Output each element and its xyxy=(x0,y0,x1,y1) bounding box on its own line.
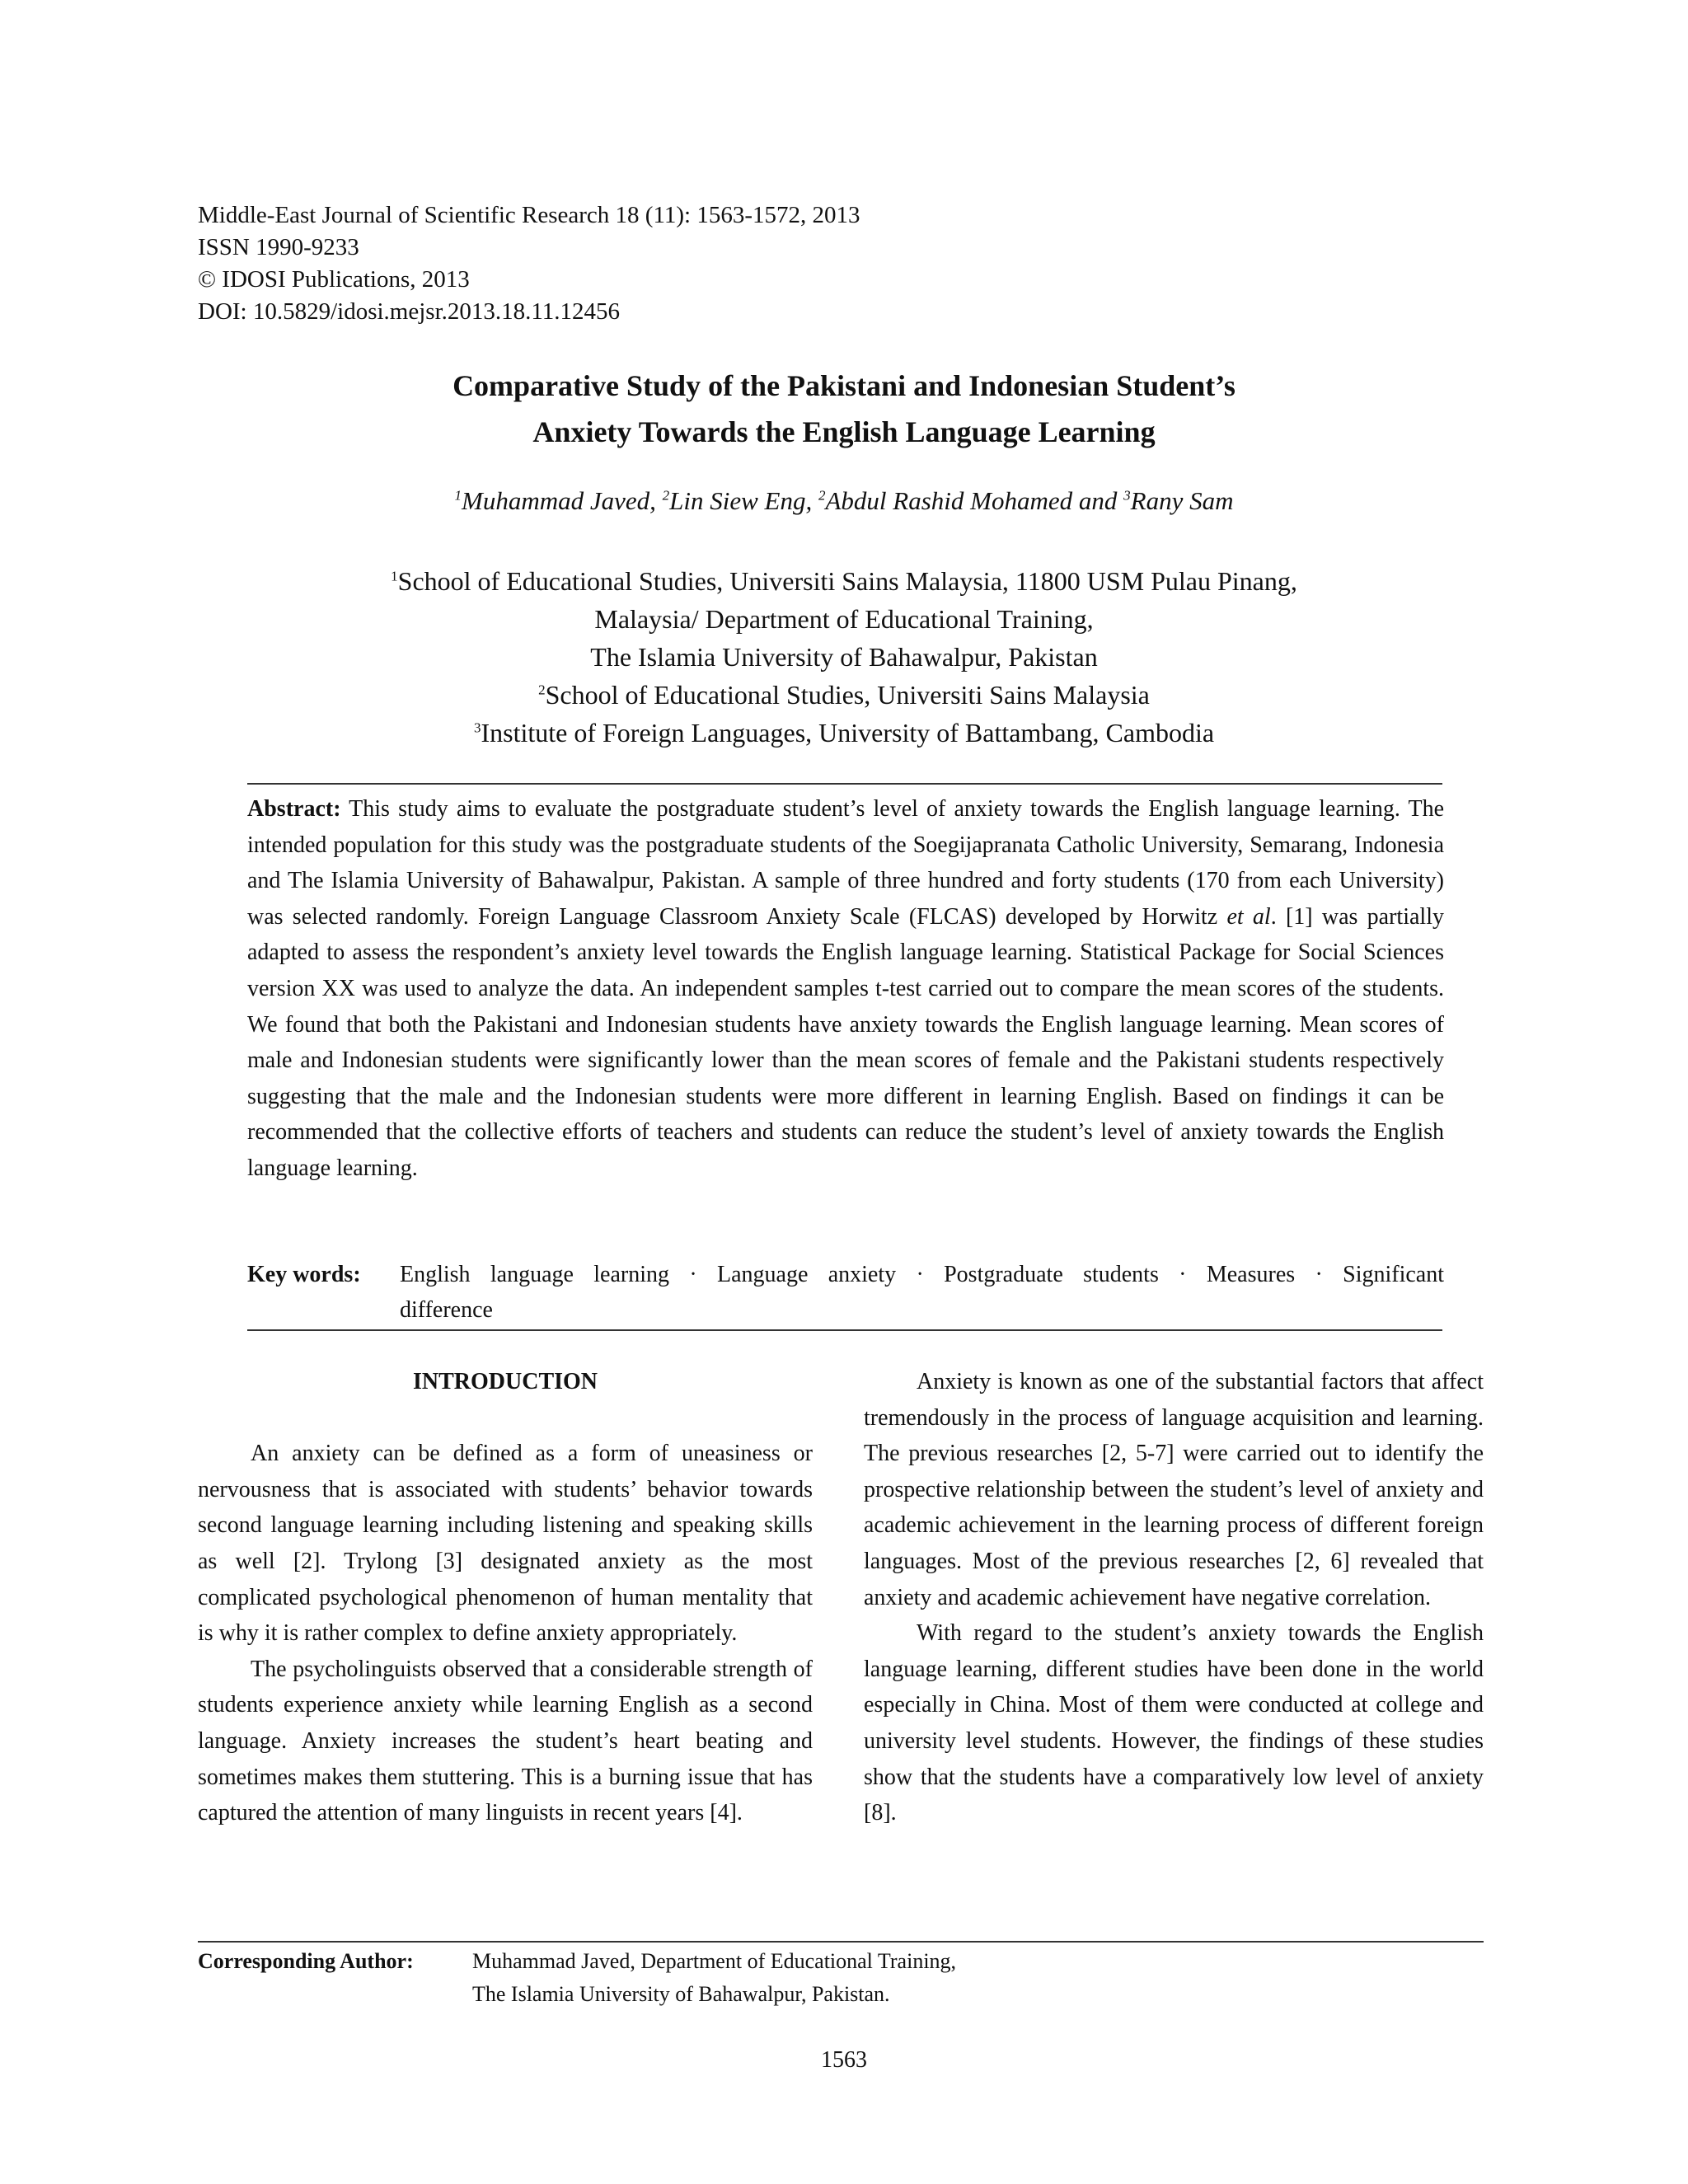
affiliation-2 xyxy=(0,676,1688,714)
corresponding-author-text xyxy=(472,1945,956,2011)
corresponding-author-line-1: Muhammad Javed, Department of Educational Training, xyxy=(472,1949,957,1973)
keywords-line-2: difference xyxy=(400,1297,493,1323)
abstract-text-1: This study aims to evaluate the postgraduate student’s level of anxiety towards the English language learning. The intended population for this study was the postgraduate students of the Soegijapranata Catholic University, Semarang, Indonesia and The Islamia University of Bahawalpur, Pakistan. A sample of three hundred and forty students (170 from each University) was selected randomly. Foreign Language Classroom Anxiety Scale (FLCAS) developed by Horwitz xyxy=(247,796,1444,930)
affiliation-2-text: School of Educational Studies, Universiti Sains Malaysia xyxy=(545,680,1150,710)
abstract-etal: et al xyxy=(1226,903,1271,930)
abstract-top-rule xyxy=(247,783,1442,785)
intro-paragraph-2: The psycholinguists observed that a considerable strength of students experience anxiety while learning English as a second language. Anxiety increases the student’s heart beating and sometimes makes them stuttering. This is a burning issue that has captured the attention of many linguists in recent years [4]. xyxy=(198,1656,813,1826)
introduction-heading: INTRODUCTION xyxy=(412,1369,598,1394)
affiliations xyxy=(0,562,1688,752)
affiliation-1-line-1 xyxy=(0,562,1688,600)
doi: DOI: 10.5829/idosi.mejsr.2013.18.11.12456 xyxy=(198,298,621,325)
affiliation-1-line-3: The Islamia University of Bahawalpur, Pakistan xyxy=(590,642,1098,672)
intro-paragraph-1: An anxiety can be defined as a form of uneasiness or nervousness that is associated with students’ behavior towards second language learning including listening and speaking skills as well [2]. Trylong [3] designated anxiety as the most complicated psychological phenomenon of human mentality that is why it is rather complex to define anxiety appropriately. xyxy=(198,1441,813,1647)
publisher: © IDOSI Publications, 2013 xyxy=(198,266,470,293)
author-2-sup: 2 xyxy=(662,487,670,504)
author-1-sup: 1 xyxy=(454,487,462,504)
page-number: 1563 xyxy=(821,2047,867,2073)
author-4-sup: 3 xyxy=(1123,487,1131,504)
author-4: Rany Sam xyxy=(1130,486,1234,515)
footnote-rule xyxy=(198,1941,1484,1943)
affiliation-1-line-2: Malaysia/ Department of Educational Training, xyxy=(594,604,1094,634)
abstract xyxy=(247,791,1444,1187)
corresponding-author-label: Corresponding Author: xyxy=(198,1949,414,1973)
affiliation-1-text: School of Educational Studies, Universiti Sains Malaysia, 11800 USM Pulau Pinang, xyxy=(397,566,1297,596)
keywords-line-1: English language learning · Language anxiety · Postgraduate students · Measures · Significant xyxy=(400,1262,1444,1287)
affiliation-1-sup: 1 xyxy=(391,568,398,584)
corresponding-author-line-2: The Islamia University of Bahawalpur, Pakistan. xyxy=(472,1982,890,2006)
left-column xyxy=(198,1364,813,1831)
author-3-sup: 2 xyxy=(818,487,826,504)
paper-title xyxy=(0,363,1688,455)
affiliation-2-sup: 2 xyxy=(538,682,546,698)
issn: ISSN 1990-9233 xyxy=(198,234,359,260)
right-column xyxy=(864,1364,1484,1831)
abstract-text-2: . [1] was partially adapted to assess the respondent’s anxiety level towards the English language learning. Statistical Package for Social Sciences version XX was used to analyze the data. An independent samples t-test carried out to compare the mean scores of the students. We found that both the Pakistani and Indonesian students have anxiety towards the English language learning. Mean scores of male and Indonesian students were significantly lower than the mean scores of female and the Pakistani students respectively suggesting that the male and the Indonesian students were more different in learning English. Based on findings it can be recommended that the collective efforts of teachers and students can reduce the student’s level of anxiety towards the English language learning. xyxy=(247,903,1444,1181)
title-line-1: Comparative Study of the Pakistani and Indonesian Student’s xyxy=(452,369,1236,402)
keywords-label: Key words: xyxy=(247,1262,361,1287)
journal-citation: Middle-East Journal of Scientific Research 18 (11): 1563-1572, 2013 xyxy=(198,202,860,228)
author-list xyxy=(0,485,1688,518)
abstract-label: Abstract: xyxy=(247,796,341,822)
keywords-bottom-rule xyxy=(247,1329,1442,1331)
journal-header xyxy=(198,199,860,328)
author-1: Muhammad Javed, xyxy=(462,486,663,515)
affiliation-3-text: Institute of Foreign Languages, University of Battambang, Cambodia xyxy=(481,718,1215,748)
affiliation-3-sup: 3 xyxy=(473,719,481,736)
author-3: Abdul Rashid Mohamed and xyxy=(825,486,1124,515)
title-line-2: Anxiety Towards the English Language Learning xyxy=(532,415,1156,448)
right-paragraph-1: Anxiety is known as one of the substantial factors that affect tremendously in the process of language acquisition and learning. The previous researches [2, 5-7] were carried out to identify the prospective relationship between the student’s level of anxiety and academic achievement in the learning process of different foreign languages. Most of the previous researches [2, 6] revealed that anxiety and academic achievement have negative correlation. xyxy=(864,1369,1484,1610)
right-paragraph-2: With regard to the student’s anxiety towards the English language learning, different studies have been done in the world especially in China. Most of them were conducted at college and university level students. However, the findings of these studies show that the students have a comparatively low level of anxiety [8]. xyxy=(864,1620,1484,1826)
affiliation-3 xyxy=(0,714,1688,752)
author-2: Lin Siew Eng, xyxy=(669,486,818,515)
